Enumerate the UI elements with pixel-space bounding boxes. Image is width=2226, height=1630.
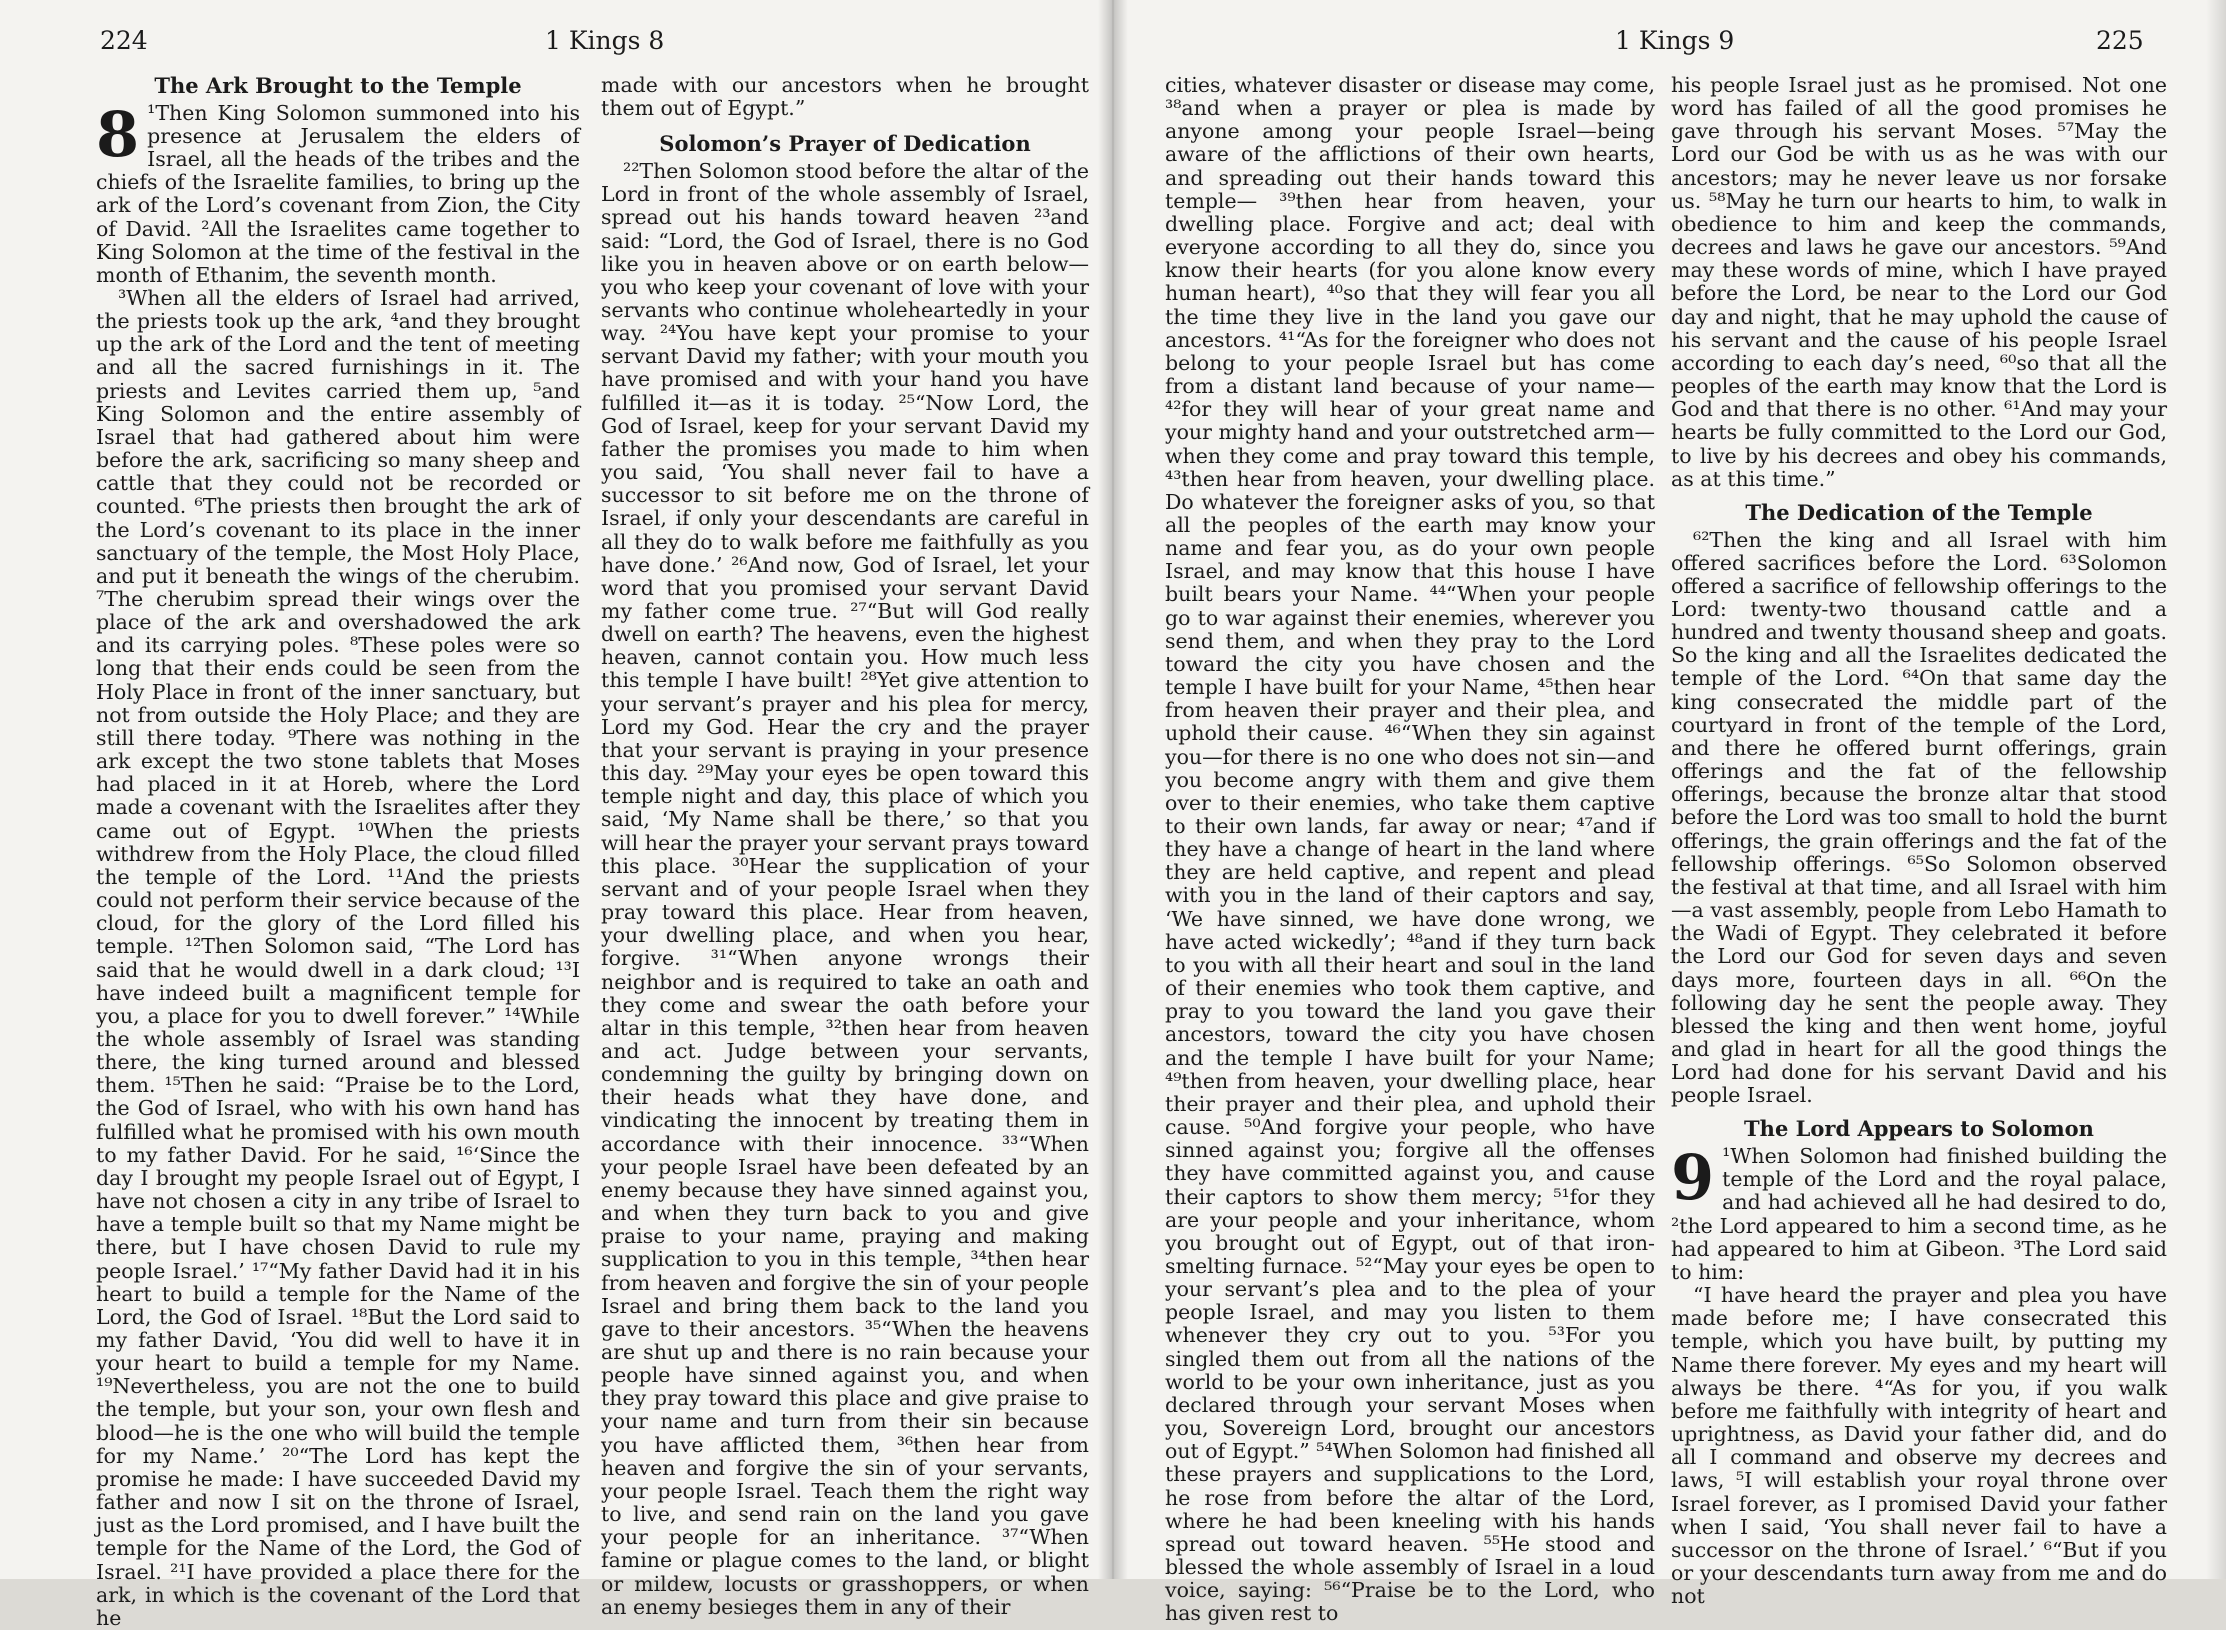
right-page [1113,0,2226,1626]
chapter-number: 9 [1671,1141,1715,1215]
paragraph: made with our ancestors when he brought them out of Egypt.” [601,73,1089,121]
page-number: 224 [100,26,148,55]
text-column-1 [1165,73,1655,1626]
paragraph: his people Israel just as he promised. Not one word has failed of all the good promises he gave through his servant Moses. ⁵⁷May the Lord our God be with us as he was with our ancestors; may he never leave us nor forsake us. ⁵⁸May he turn our hearts to him, to walk in obedience to him and keep the commands, decrees and laws he gave our ancestors. ⁵⁹And may these words of mine, which I have prayed before the Lord, be near to the Lord our God day and night, that he may uphold the cause of his servant and the cause of his people Israel according to each day’s need, ⁶⁰so that all the peoples of the earth may know that the Lord is God and that there is no other. ⁶¹And may your hearts be fully committed to the Lord our God, to live by his decrees and obey his commands, as at this time.” [1671,73,2167,491]
chapter-number: 8 [96,97,140,171]
text-column-1 [96,73,580,1630]
running-head: 1 Kings 8 [545,26,665,55]
running-head: 1 Kings 9 [1615,26,1735,55]
paragraph: ³When all the elders of Israel had arrived, the priests took up the ark, ⁴and they brought up the ark of the Lord and the tent of meeting and all the sacred furnishings in it. The priests and Levites carried them up, ⁵and King Solomon and the entire assembly of Israel that had gathered about him were before the ark, sacrificing so many sheep and cattle that they could not be recorded or counted. ⁶The priests then brought the ark of the Lord’s covenant to its place in the inner sanctuary of the temple, the Most Holy Place, and put it beneath the wings of the cherubim. ⁷The cherubim spread their wings over the place of the ark and overshadowed the ark and its carrying poles. ⁸These poles were so long that their ends could be seen from the Holy Place in front of the inner sanctuary, but not from outside the Holy Place; and they are still there today. ⁹There was nothing in the ark except the two stone tablets that Moses had placed in it at Horeb, where the Lord made a covenant with the Israelites after they came out of Egypt. ¹⁰When the priests withdrew from the Holy Place, the cloud filled the temple of the Lord. ¹¹And the priests could not perform their service because of the cloud, for the glory of the Lord filled his temple. ¹²Then Solomon said, “The Lord has said that he would dwell in a dark cloud; ¹³I have indeed built a magnificent temple for you, a place for you to dwell forever.” ¹⁴While the whole assembly of Israel was standing there, the king turned around and blessed them. ¹⁵Then he said: “Praise be to the Lord, the God of Israel, who with his own hand has fulfilled what he promised with his own mouth to my father David. For he said, ¹⁶‘Since the day I brought my people Israel out of Egypt, I have not chosen a city in any tribe of Israel to have a temple built so that my Name might be there, but I have chosen David to rule my people Israel.’ ¹⁷“My father David had it in his heart to build a temple for the Name of the Lord, the God of Israel. ¹⁸But the Lord said to my father David, ‘You did well to have it in your heart to build a temple for my Name. ¹⁹Nevertheless, you are not the one to build the temple, but your son, your own flesh and blood—he is the one who will build the temple for my Name.’ ²⁰“The Lord has kept the promise he made: I have succeeded David my father and now I sit on the throne of Israel, just as the Lord promised, and I have built the temple for the Name of the Lord, the God of Israel. ²¹I have provided a place there for the ark, in which is the covenant of the Lord that he [96,285,580,1630]
paragraph: “I have heard the prayer and plea you have made before me; I have consecrated this temple, which you have built, by putting my Name there forever. My eyes and my heart will always be there. ⁴“As for you, if you walk before me faithfully with integrity of heart and uprightness, as David your father did, and do all I command and observe my decrees and laws, ⁵I will establish your royal throne over Israel forever, as I promised David your father when I said, ‘You shall never fail to have a successor on the throne of Israel.’ ⁶“But if you or your descendants turn away from me and do not [1671,1283,2167,1609]
text-column-2 [601,73,1089,1619]
paragraph: ⁶²Then the king and all Israel with him offered sacrifices before the Lord. ⁶³Solomon offered a sacrifice of fellowship offerings to the Lord: twenty-two thousand cattle and a hundred and twenty thousand sheep and goats. So the king and all the Israelites dedicated the temple of the Lord. ⁶⁴On that same day the king consecrated the middle part of the courtyard in front of the temple of the Lord, and there he offered burnt offerings, grain offerings and the fat of the fellowship offerings, because the bronze altar that stood before the Lord was too small to hold the burnt offerings, the grain offerings and the fat of the fellowship offerings. ⁶⁵So Solomon observed the festival at that time, and all Israel with him—a vast assembly, people from Lebo Hamath to the Wadi of Egypt. They celebrated it before the Lord our God for seven days and seven days more, fourteen days in all. ⁶⁶On the following day he sent the people away. They blessed the king and then went home, joyful and glad in heart for all the good things the Lord had done for his servant David and his people Israel. [1671,527,2167,1108]
section-heading: The Dedication of the Temple [1745,499,2093,525]
section-heading: The Lord Appears to Solomon [1744,1116,2094,1142]
page-number: 225 [2096,26,2144,55]
section-heading: Solomon’s Prayer of Dedication [659,131,1031,157]
paragraph: ¹Then King Solomon summoned into his presence at Jerusalem the elders of Israel, all the heads of the tribes and the chiefs of the Israelite families, to bring up the ark of the Lord’s covenant from Zion, the City of David. ²All the Israelites came together to King Solomon at the time of the festival in the month of Ethanim, the seventh month. [96,100,580,287]
page-edge-shadow [2206,0,2226,1579]
book-gutter [1098,0,1128,1579]
paragraph: ²²Then Solomon stood before the altar of the Lord in front of the whole assembly of Israel, spread out his hands toward heaven ²³and said: “Lord, the God of Israel, there is no God like you in heaven above or on earth below—you who keep your covenant of love with your servants who continue wholeheartedly in your way. ²⁴You have kept your promise to your servant David my father; with your mouth you have promised and with your hand you have fulfilled it—as it is today. ²⁵“Now Lord, the God of Israel, keep for your servant David my father the promises you made to him when you said, ‘You shall never fail to have a successor to sit before me on the throne of Israel, if only your descendants are careful in all they do to walk before me faithfully as you have done.’ ²⁶And now, God of Israel, let your word that you promised your servant David my father come true. ²⁷“But will God really dwell on earth? The heavens, even the highest heaven, cannot contain you. How much less this temple I have built! ²⁸Yet give attention to your servant’s prayer and his plea for mercy, Lord my God. Hear the cry and the prayer that your servant is praying in your presence this day. ²⁹May your eyes be open toward this temple night and day, this place of which you said, ‘My Name shall be there,’ so that you will hear the prayer your servant prays toward this place. ³⁰Hear the supplication of your servant and of your people Israel when they pray toward this place. Hear from heaven, your dwelling place, and when you hear, forgive. ³¹“When anyone wrongs their neighbor and is required to take an oath and they come and swear the oath before your altar in this temple, ³²then hear from heaven and act. Judge between your servants, condemning the guilty by bringing down on their heads what they have done, and vindicating the innocent by treating them in accordance with their innocence. ³³“When your people Israel have been defeated by an enemy because they have sinned against you, and when they turn back to you and give praise to your name, praying and making supplication to you in this temple, ³⁴then hear from heaven and forgive the sin of your people Israel and bring them back to the land you gave to their ancestors. ³⁵“When the heavens are shut up and there is no rain because your people have sinned against you, and when they pray toward this place and give praise to your name and turn from their sin because you have afflicted them, ³⁶then hear from heaven and forgive the sin of your servants, your people Israel. Teach them the right way to live, and send rain on the land you gave your people for an inheritance. ³⁷“When famine or plague comes to the land, or blight or mildew, locusts or grasshoppers, or when an enemy besieges them in any of their [601,159,1089,1619]
section-heading: The Ark Brought to the Temple [154,73,522,98]
paragraph: cities, whatever disaster or disease may come, ³⁸and when a prayer or plea is made by anyone among your people Israel—being aware of the afflictions of their own hearts, and spreading out their hands toward this temple— ³⁹then hear from heaven, your dwelling place. Forgive and act; deal with everyone according to all they do, since you know their hearts (for you alone know every human heart), ⁴⁰so that they will fear you all the time they live in the land you gave our ancestors. ⁴¹“As for the foreigner who does not belong to your people Israel but has come from a distant land because of your name— ⁴²for they will hear of your great name and your mighty hand and your outstretched arm—when they come and pray toward this temple, ⁴³then hear from heaven, your dwelling place. Do whatever the foreigner asks of you, so that all the peoples of the earth may know your name and fear you, as do your own people Israel, and may know that this house I have built bears your Name. ⁴⁴“When your people go to war against their enemies, wherever you send them, and when they pray to the Lord toward the city you have chosen and the temple I have built for your Name, ⁴⁵then hear from heaven their prayer and their plea, and uphold their cause. ⁴⁶“When they sin against you—for there is no one who does not sin—and you become angry with them and give them over to their enemies, who take them captive to their own lands, far away or near; ⁴⁷and if they have a change of heart in the land where they are held captive, and repent and plead with you in the land of their captors and say, ‘We have sinned, we have done wrong, we have acted wickedly’; ⁴⁸and if they turn back to you with all their heart and soul in the land of their enemies who took them captive, and pray to you toward the land you gave their ancestors, toward the city you have chosen and the temple I have built for your Name; ⁴⁹then from heaven, your dwelling place, hear their prayer and their plea, and uphold their cause. ⁵⁰And forgive your people, who have sinned against you; forgive all the offenses they have committed against you, and cause their captors to show them mercy; ⁵¹for they are your people and your inheritance, whom you brought out of Egypt, out of that iron-smelting furnace. ⁵²“May your eyes be open to your servant’s plea and to the plea of your people Israel, and may you listen to them whenever they cry out to you. ⁵³For you singled them out from all the nations of the world to be your own inheritance, just as you declared through your servant Moses when you, Sovereign Lord, brought our ancestors out of Egypt.” ⁵⁴When Solomon had finished all these prayers and supplications to the Lord, he rose from before the altar of the Lord, where he had been kneeling with his hands spread out toward heaven. ⁵⁵He stood and blessed the whole assembly of Israel in a loud voice, saying: ⁵⁶“Praise be to the Lord, who has given rest to [1165,73,1655,1626]
paragraph: ¹When Solomon had finished building the temple of the Lord and the royal palace, and had achieved all he had desired to do, ²the Lord appeared to him a second time, as he had appeared to him at Gibeon. ³The Lord said to him: [1671,1144,2167,1284]
text-column-2 [1671,73,2167,1609]
